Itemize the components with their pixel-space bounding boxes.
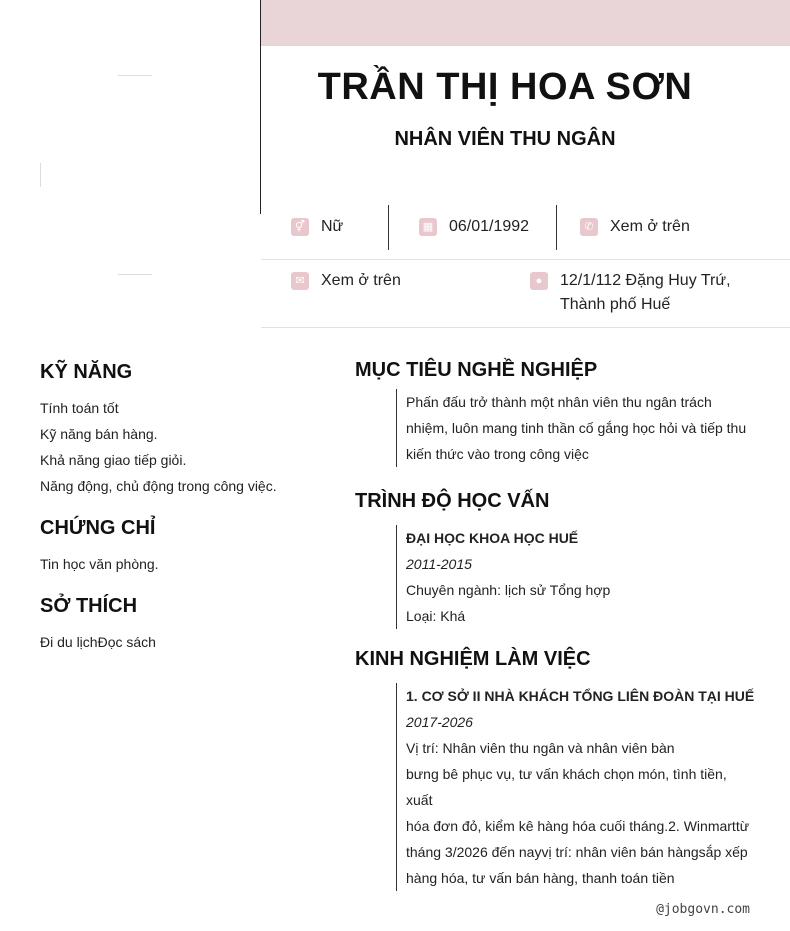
gender-value: Nữ (321, 218, 344, 235)
info-gender (291, 215, 343, 239)
avatar (40, 75, 240, 275)
experience-period: 2017-2026 (406, 714, 473, 730)
birthdate-value: 06/01/1992 (449, 218, 530, 235)
experience-line: Vị trí: Nhân viên thu ngân và nhân viên bàn (406, 740, 675, 756)
avatar-edge-top (118, 75, 152, 76)
experience-line: bưng bê phục vụ, tư vấn khách chọn món, tình tiền, xuất (406, 766, 727, 808)
experience-company: 1. CƠ SỞ II NHÀ KHÁCH TỔNG LIÊN ĐOÀN TẠI HUẾ (406, 688, 755, 704)
experience-title: KINH NGHIỆM LÀM VIỆC (355, 648, 591, 670)
mail-icon: ✉ (291, 272, 309, 290)
certificates-list (40, 551, 159, 577)
avatar-edge-left (40, 163, 41, 187)
education-school: ĐẠI HỌC KHOA HỌC HUẾ (406, 530, 579, 546)
objective-line: Phấn đấu trở thành một nhân viên thu ngân trách (406, 394, 712, 410)
education-title: TRÌNH ĐỘ HỌC VẤN (355, 490, 550, 512)
phone-icon: ✆ (580, 218, 598, 236)
experience-line: tháng 3/2026 đến nayvị trí: nhân viên bán hàngsắp xếp (406, 844, 748, 860)
certificate-item: Tin học văn phòng. (40, 556, 159, 572)
candidate-name: TRẦN THỊ HOA SƠN (317, 66, 693, 108)
info-phone (580, 215, 690, 239)
education-major: Chuyên ngành: lịch sử Tổng hợp (406, 582, 611, 598)
objective-line: kiến thức vào trong công việc (406, 446, 589, 462)
info-row-2 (261, 260, 790, 328)
education-block (396, 525, 756, 629)
location-pin-icon: ● (530, 272, 548, 290)
skill-item: Khả năng giao tiếp giỏi. (40, 452, 187, 468)
info-email (291, 269, 401, 293)
calendar-icon: ▦ (419, 218, 437, 236)
job-title: NHÂN VIÊN THU NGÂN (394, 128, 616, 150)
skills-title: KỸ NĂNG (40, 361, 133, 383)
skills-list (40, 395, 277, 499)
avatar-edge-bottom (118, 274, 152, 275)
phone-value: Xem ở trên (610, 218, 690, 235)
skill-item: Năng động, chủ động trong công việc. (40, 478, 277, 494)
info-separator (556, 205, 557, 250)
experience-block (396, 683, 756, 891)
info-row-1 (261, 205, 790, 260)
objective-line: nhiệm, luôn mang tinh thần cố gắng học hỏi và tiếp thu (406, 420, 747, 436)
email-value: Xem ở trên (321, 272, 401, 289)
objective-block (396, 389, 756, 467)
gender-icon: ⚥ (291, 218, 309, 236)
education-grade: Loại: Khá (406, 608, 466, 624)
certificates-title: CHỨNG CHỈ (40, 517, 156, 539)
skill-item: Kỹ năng bán hàng. (40, 426, 158, 442)
experience-line: hóa đơn đỏ, kiểm kê hàng hóa cuối tháng.2. Winmarttừ (406, 818, 750, 834)
hobbies-text: Đi du lịchĐọc sách (40, 634, 156, 650)
info-birthdate (419, 215, 529, 239)
footer-brand: @jobgovn.com (656, 902, 750, 917)
info-separator (388, 205, 389, 250)
objective-title: MỤC TIÊU NGHỀ NGHIỆP (355, 359, 598, 381)
hobbies-title: SỞ THÍCH (40, 595, 138, 617)
info-address (530, 269, 760, 317)
address-value: 12/1/112 Đặng Huy Trứ, Thành phố Huế (560, 272, 731, 313)
header-accent-band (261, 0, 790, 46)
skill-item: Tính toán tốt (40, 400, 119, 416)
education-period: 2011-2015 (406, 556, 472, 572)
experience-line: hàng hóa, tư vấn bán hàng, thanh toán tiền (406, 870, 675, 886)
